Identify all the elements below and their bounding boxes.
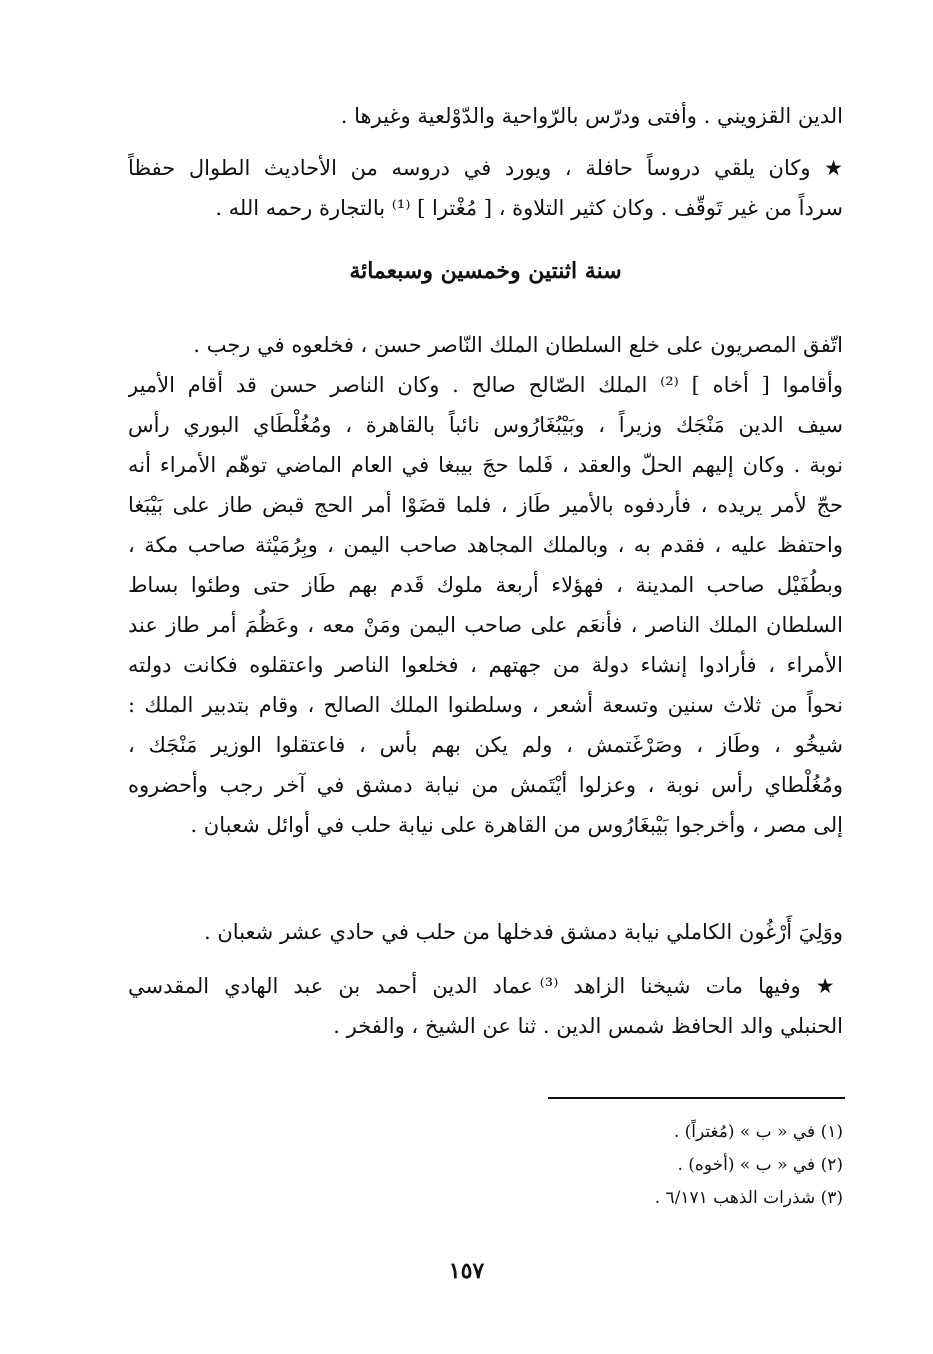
body-line: حجّ لأمر يريده ، فأردفوه بالأمير طَاز ، فلما قضَوْا أمر الحج قبض طاز على بَيْبَغا [128, 493, 843, 517]
body-line: نوبة . وكان إليهم الحلّ والعقد ، فَلما حجَ بيبغا في العام الماضي توهّم الأمراء أنه [128, 453, 843, 477]
section-heading: سنة اثنتين وخمسين وسبعمائة [349, 258, 622, 284]
death-line: ★ وفيها مات شيخنا الزاهد ⁽³⁾ عماد الدين أحمد بن عبد الهادي المقدسي [128, 974, 843, 998]
intro-paragraph [128, 96, 843, 228]
main-paragraph [128, 325, 843, 845]
footnotes [400, 1116, 843, 1215]
death-line: الحنبلي والد الحافظ شمس الدين . ثنا عن الشيخ ، والفخر . [333, 1014, 843, 1038]
footnote: (١) في « ب » (مُغتراً) . [673, 1122, 843, 1142]
body-line: الأمراء ، فأرادوا إنشاء دولة من جهتهم ، فخلعوا الناصر واعتقلوه فكانت دولته [128, 653, 843, 677]
intro-line: ★ وكان يلقي دروساً حافلة ، ويورد في دروسه من الأحاديث الطوال حفظاً [128, 156, 843, 180]
body-line: سيف الدين مَنْجَك وزيراً ، وبَيْبُغَارُوس نائباً بالقاهرة ، ومُغُلْطَاي البوري رأس [128, 413, 843, 437]
footnote: (٣) شذرات الذهب ٦/١٧١ . [654, 1188, 843, 1208]
body-line: وأقاموا [ أخاه ] ⁽²⁾ الملك الصّالح صالح . وكان الناصر حسن قد أقام الأمير [128, 373, 843, 397]
death-paragraph [128, 966, 843, 1046]
intro-line: سرداً من غير تَوقّف . وكان كثير التلاوة ، [ مُغْترا ] ⁽¹⁾ بالتجارة رحمه الله . [215, 196, 843, 220]
footnote: (٢) في « ب » (أخوه) . [677, 1155, 843, 1175]
body-line: السلطان الملك الناصر ، فأنعَم على صاحب اليمن ومَنْ معه ، وعَظُمَ أمر طاز عند [128, 613, 843, 637]
argun-line: ووَلِيَ أَرْغُون الكاملي نيابة دمشق فدخلها من حلب في حادي عشر شعبان . [204, 920, 843, 944]
body-line: نحواً من ثلاث سنين وتسعة أشعر ، وسلطنوا الملك الصالح ، وقام بتدبير الملك : [128, 693, 843, 717]
body-line: إلى مصر ، وأخرجوا بَيْبغَارُوس من القاهرة على نيابة حلب في أوائل شعبان . [190, 813, 843, 837]
footnote-divider [548, 1097, 845, 1099]
body-line: واحتفظ عليه ، فقدم به ، وبالملك المجاهد صاحب اليمن ، وبِرُمَيْثة صاحب مكة ، [128, 533, 843, 557]
body-line: ومُغُلْطاي رأس نوبة ، وعزلوا أيْتَمش من نيابة دمشق في آخر رجب وأحضروه [128, 773, 843, 797]
body-line: شيخُو ، وطَاز ، وصَرْغَتمش ، ولم يكن بهم بأس ، فاعتقلوا الوزير مَنْجَك ، [128, 733, 843, 757]
argun-paragraph [128, 912, 843, 952]
body-line: وبطُفَيْل صاحب المدينة ، فهؤلاء أربعة ملوك قَدم بهم طَاز حتى وطئوا بساط [128, 573, 843, 597]
intro-line: الدين القزويني . وأفتى ودرّس بالرّواحية والدّوْلعية وغيرها . [340, 104, 843, 128]
body-line: اتّفق المصريون على خلع السلطان الملك النّاصر حسن ، فخلعوه في رجب . [193, 333, 843, 357]
page-number: ١٥٧ [448, 1258, 485, 1284]
